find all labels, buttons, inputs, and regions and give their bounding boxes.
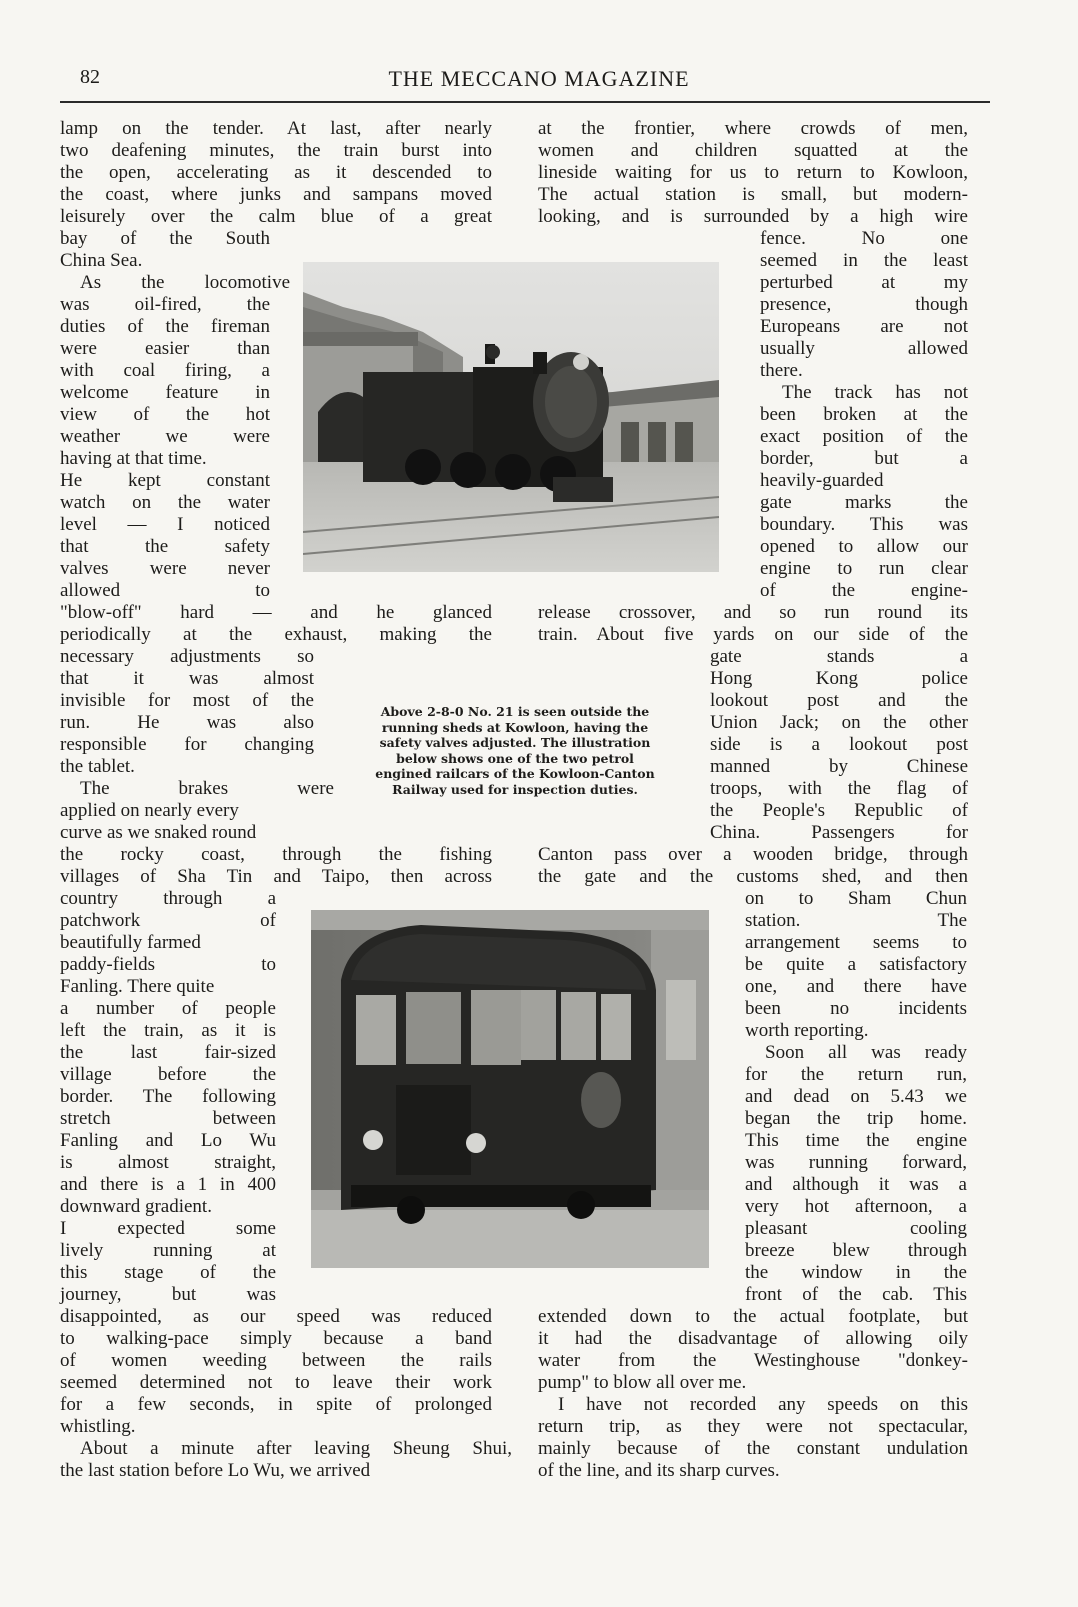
text-line: beautifully farmed [60,932,201,953]
text-line: to walking-pace simply because a band [60,1328,492,1349]
text-line: water from the Westinghouse "donkey- [538,1350,968,1371]
text-line: "blow-off" hard — and he glanced [60,602,492,623]
text-line: patchwork of [60,910,276,931]
text-line: the open, accelerating as it descended to [60,162,492,183]
caption-line: safety valves adjusted. The illustration [379,735,651,750]
text-line: was running forward, [745,1152,967,1173]
text-line: mainly because of the constant undulation [538,1438,968,1459]
text-line: Europeans are not [760,316,968,337]
text-line: whistling. [60,1416,136,1437]
text-line: applied on nearly every [60,800,239,821]
text-line: downward gradient. [60,1196,212,1217]
text-line: been broken at the [760,404,968,425]
text-line: of the engine- [760,580,968,601]
text-line: presence, though [760,294,968,315]
text-line: Fanling. There quite [60,976,215,997]
text-line: duties of the fireman [60,316,270,337]
text-line: looking, and is surrounded by a high wire [538,206,968,227]
text-line: disappointed, as our speed was reduced [60,1306,492,1327]
text-line: border, but a [760,448,968,469]
caption-line: below shows one of the two petrol [396,750,634,766]
text-line: and although it was a [745,1174,967,1195]
text-line: release crossover, and so run round its [538,602,968,623]
text-line: weather we were [60,426,270,447]
text-line: Fanling and Lo Wu [60,1130,276,1151]
text-line: at the frontier, where crowds of men, [538,118,968,139]
petrol-railcar-photo-icon [311,910,709,1268]
text-line: border. The following [60,1086,276,1107]
text-line: The brakes were [80,778,334,799]
text-line: pump" to blow all over me. [538,1372,747,1393]
text-line: began the trip home. [745,1108,967,1129]
text-line: level — I noticed [60,514,270,535]
text-line: village before the [60,1064,276,1085]
text-line: there. [760,360,803,381]
text-line: the tablet. [60,756,135,777]
text-line: perturbed at my [760,272,968,293]
caption-line: Above 2-8-0 No. 21 is seen outside the [380,704,650,719]
text-line: welcome feature in [60,382,270,403]
text-line: front of the cab. This [745,1284,967,1305]
text-line: lively running at [60,1240,276,1261]
caption-line: engined railcars of the Kowloon-Canton [375,766,655,781]
text-line: periodically at the exhaust, making the [60,624,492,645]
text-line: be quite a satisfactory [745,954,967,975]
text-line: The actual station is small, but modern- [538,184,968,205]
text-line: having at that time. [60,448,207,469]
text-line: breeze blew through [745,1240,967,1261]
text-line: of women weeding between the rails [60,1350,492,1371]
text-line: run. He was also [60,712,314,733]
text-line: lookout post and the [710,690,968,711]
steam-locomotive-photo-icon [303,262,719,572]
text-line: I have not recorded any speeds on this [558,1394,968,1415]
caption-line: Railway used for inspection duties. [392,781,638,797]
text-line: boundary. This was [760,514,968,535]
text-line: stretch between [60,1108,276,1129]
text-line: invisible for most of the [60,690,314,711]
text-line: the rocky coast, through the fishing [60,844,492,865]
text-line: were easier than [60,338,270,359]
text-line: view of the hot [60,404,270,425]
text-line: arrangement seems to [745,932,967,953]
caption-line: running sheds at Kowloon, having the [381,719,649,735]
magazine-title: THE MECCANO MAGAZINE [388,66,690,91]
text-line: that the safety [60,536,270,557]
text-line: necessary adjustments so [60,646,314,667]
text-line: that it was almost [60,668,314,689]
text-line: lamp on the tender. At last, after nearly [60,118,492,139]
page-number: 82 [80,66,100,88]
text-line: lineside waiting for us to return to Kowloon, [538,162,968,183]
text-line: gate marks the [760,492,968,513]
text-line: responsible for changing [60,734,314,755]
text-line: engine to run clear [760,558,968,579]
text-line: troops, with the flag of [710,778,968,799]
text-line: fence. No one [760,228,968,249]
text-line: station. The [745,910,967,931]
header-rule [60,101,990,103]
text-line: curve as we snaked round [60,822,257,843]
text-line: pleasant cooling [745,1218,967,1239]
text-line: is almost straight, [60,1152,276,1173]
text-line: a number of people [60,998,276,1019]
text-line: seemed determined not to leave their work [60,1372,492,1393]
text-line: As the locomotive [80,272,290,293]
text-line: and dead on 5.43 we [745,1086,967,1107]
text-line: journey, but was [60,1284,276,1305]
text-line: very hot afternoon, a [745,1196,967,1217]
text-line: for the return run, [745,1064,967,1085]
text-line: the window in the [745,1262,967,1283]
text-line: the coast, where junks and sampans moved [60,184,492,205]
photo-caption [340,704,690,797]
text-line: Hong Kong police [710,668,968,689]
text-line: He kept constant [60,470,270,491]
text-line: paddy-fields to [60,954,276,975]
text-line: been no incidents [745,998,967,1019]
text-line: women and children squatted at the [538,140,968,161]
text-line: it had the disadvantage of allowing oily [538,1328,968,1349]
text-line: with coal firing, a [60,360,270,381]
text-line: Canton pass over a wooden bridge, through [538,844,968,865]
text-line: extended down to the actual footplate, but [538,1306,968,1327]
text-line: I expected some [60,1218,276,1239]
text-line: gate stands a [710,646,968,667]
text-line: the last station before Lo Wu, we arrived [60,1460,371,1481]
text-line: return trip, as they were not spectacular, [538,1416,968,1437]
text-line: the People's Republic of [710,800,968,821]
text-line: and there is a 1 in 400 [60,1174,276,1195]
text-line: villages of Sha Tin and Taipo, then across [60,866,492,887]
text-line: was oil-fired, the [60,294,270,315]
text-line: allowed to [60,580,270,601]
text-line: side is a lookout post [710,734,968,755]
text-line: manned by Chinese [710,756,968,777]
text-line: China Sea. [60,250,143,271]
text-line: country through a [60,888,276,909]
text-line: two deafening minutes, the train burst into [60,140,492,161]
text-line: for a few seconds, in spite of prolonged [60,1394,492,1415]
text-line: leisurely over the calm blue of a great [60,206,492,227]
text-line: About a minute after leaving Sheung Shui, [80,1438,512,1459]
text-line: usually allowed [760,338,968,359]
text-line: This time the engine [745,1130,967,1151]
text-line: heavily-guarded [760,470,884,491]
text-line: exact position of the [760,426,968,447]
text-line: train. About five yards on our side of the [538,624,968,645]
text-line: worth reporting. [745,1020,869,1041]
text-line: valves were never [60,558,270,579]
text-line: watch on the water [60,492,270,513]
text-line: left the train, as it is [60,1020,276,1041]
text-line: on to Sham Chun [745,888,967,909]
text-line: of the line, and its sharp curves. [538,1460,780,1481]
text-line: one, and there have [745,976,967,997]
text-line: seemed in the least [760,250,968,271]
railcar-photo [311,910,709,1268]
text-line: this stage of the [60,1262,276,1283]
text-line: the last fair-sized [60,1042,276,1063]
text-line: the gate and the customs shed, and then [538,866,968,887]
text-line: opened to allow our [760,536,968,557]
text-line: Soon all was ready [765,1042,967,1063]
text-line: The track has not [782,382,968,403]
text-line: Union Jack; on the other [710,712,968,733]
text-line: bay of the South [60,228,270,249]
text-line: China. Passengers for [710,822,968,843]
locomotive-photo [303,262,719,572]
